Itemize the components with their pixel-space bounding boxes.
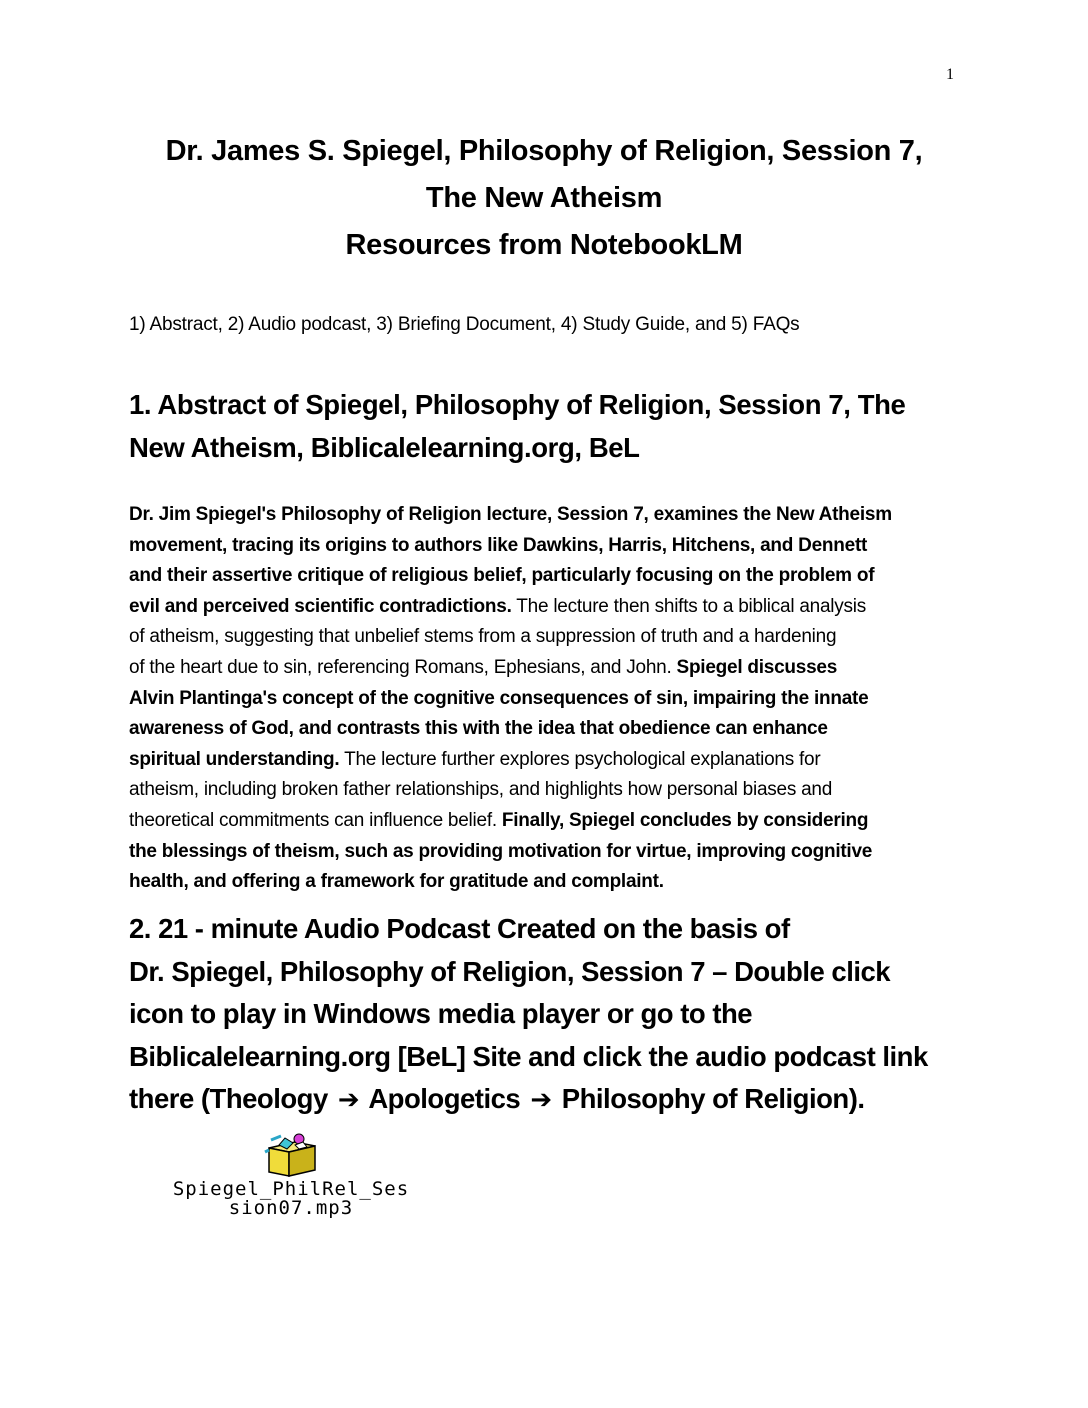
bold-text: spiritual understanding. xyxy=(129,748,340,770)
title-line: The New Atheism xyxy=(425,182,663,214)
bold-text: Spiegel discusses xyxy=(676,656,838,678)
abstract-line xyxy=(129,806,969,837)
heading-line: 1. Abstract of Spiegel, Philosophy of Religion, Session 7, The xyxy=(129,389,906,420)
heading-line: 2. 21 - minute Audio Podcast Created on the basis of xyxy=(129,913,790,944)
abstract-line xyxy=(129,684,969,715)
arrow-right-icon: ➔ xyxy=(530,1084,552,1114)
abstract-line xyxy=(129,561,969,592)
podcast-heading xyxy=(129,908,969,1121)
normal-text: The lecture then shifts to a biblical analysis xyxy=(511,595,866,617)
page-number: 1 xyxy=(946,66,954,83)
bold-text: the blessings of theism, such as providing motivation for virtue, improving cognitive xyxy=(129,840,873,862)
heading-line: icon to play in Windows media player or go to the xyxy=(129,998,753,1029)
abstract-line xyxy=(129,653,969,684)
heading-text: Apologetics xyxy=(362,1083,528,1114)
abstract-line xyxy=(129,745,969,776)
heading-text: Philosophy of Religion). xyxy=(554,1083,865,1114)
bold-text: awareness of God, and contrasts this with the idea that obedience can enhance xyxy=(129,718,828,740)
bold-text: Dr. Jim Spiegel's Philosophy of Religion lecture, Session 7, examines the New Atheism xyxy=(129,504,892,525)
normal-text: of the heart due to sin, referencing Romans, Ephesians, and John. xyxy=(129,656,677,678)
title-line: Resources from NotebookLM xyxy=(345,229,743,261)
bold-text: and their assertive critique of religious belief, particularly focusing on the problem of xyxy=(129,565,875,587)
abstract-line xyxy=(129,500,969,531)
attachment-label-line: Spiegel_PhilRel_Ses xyxy=(172,1178,410,1200)
abstract-line xyxy=(129,867,969,898)
heading-line: New Atheism, Biblicalelearning.org, BeL xyxy=(129,432,640,463)
arrow-right-icon: ➔ xyxy=(337,1084,360,1114)
package-icon xyxy=(259,1132,323,1178)
abstract-line xyxy=(129,531,969,562)
document-title xyxy=(100,128,988,269)
abstract-heading xyxy=(129,383,969,469)
normal-text: theoretical commitments can influence belief. xyxy=(129,809,502,831)
abstract-line xyxy=(129,592,969,623)
bold-text: movement, tracing its origins to authors like Dawkins, Harris, Hitchens, and Dennett xyxy=(129,534,868,556)
bold-text: Finally, Spiegel concludes by considering xyxy=(501,809,869,831)
audio-file-attachment[interactable] xyxy=(126,1132,456,1222)
abstract-line xyxy=(129,775,969,806)
abstract-paragraph xyxy=(129,500,969,898)
bold-text: Alvin Plantinga's concept of the cognitive consequences of sin, impairing the innate xyxy=(129,687,869,709)
heading-text: there (Theology xyxy=(129,1083,335,1114)
contents-list: 1) Abstract, 2) Audio podcast, 3) Briefing Document, 4) Study Guide, and 5) FAQs xyxy=(129,314,800,335)
normal-text: of atheism, suggesting that unbelief stems from a suppression of truth and a hardening xyxy=(129,626,837,648)
heading-line xyxy=(129,1078,969,1121)
title-line: Dr. James S. Spiegel, Philosophy of Religion, Session 7, xyxy=(165,135,923,167)
normal-text: The lecture further explores psychological explanations for xyxy=(339,748,821,770)
abstract-line xyxy=(129,622,969,653)
abstract-line xyxy=(129,714,969,745)
abstract-line xyxy=(129,837,969,868)
attachment-label-line: sion07.mp3 xyxy=(228,1197,354,1219)
heading-line: Dr. Spiegel, Philosophy of Religion, Session 7 – Double click xyxy=(129,955,891,987)
bold-text: health, and offering a framework for gratitude and complaint. xyxy=(129,871,664,893)
bold-text: evil and perceived scientific contradictions. xyxy=(129,595,512,617)
attachment-label xyxy=(126,1180,456,1218)
normal-text: atheism, including broken father relationships, and highlights how personal biases and xyxy=(129,779,833,801)
heading-line: Biblicalelearning.org [BeL] Site and click the audio podcast link xyxy=(129,1040,928,1072)
